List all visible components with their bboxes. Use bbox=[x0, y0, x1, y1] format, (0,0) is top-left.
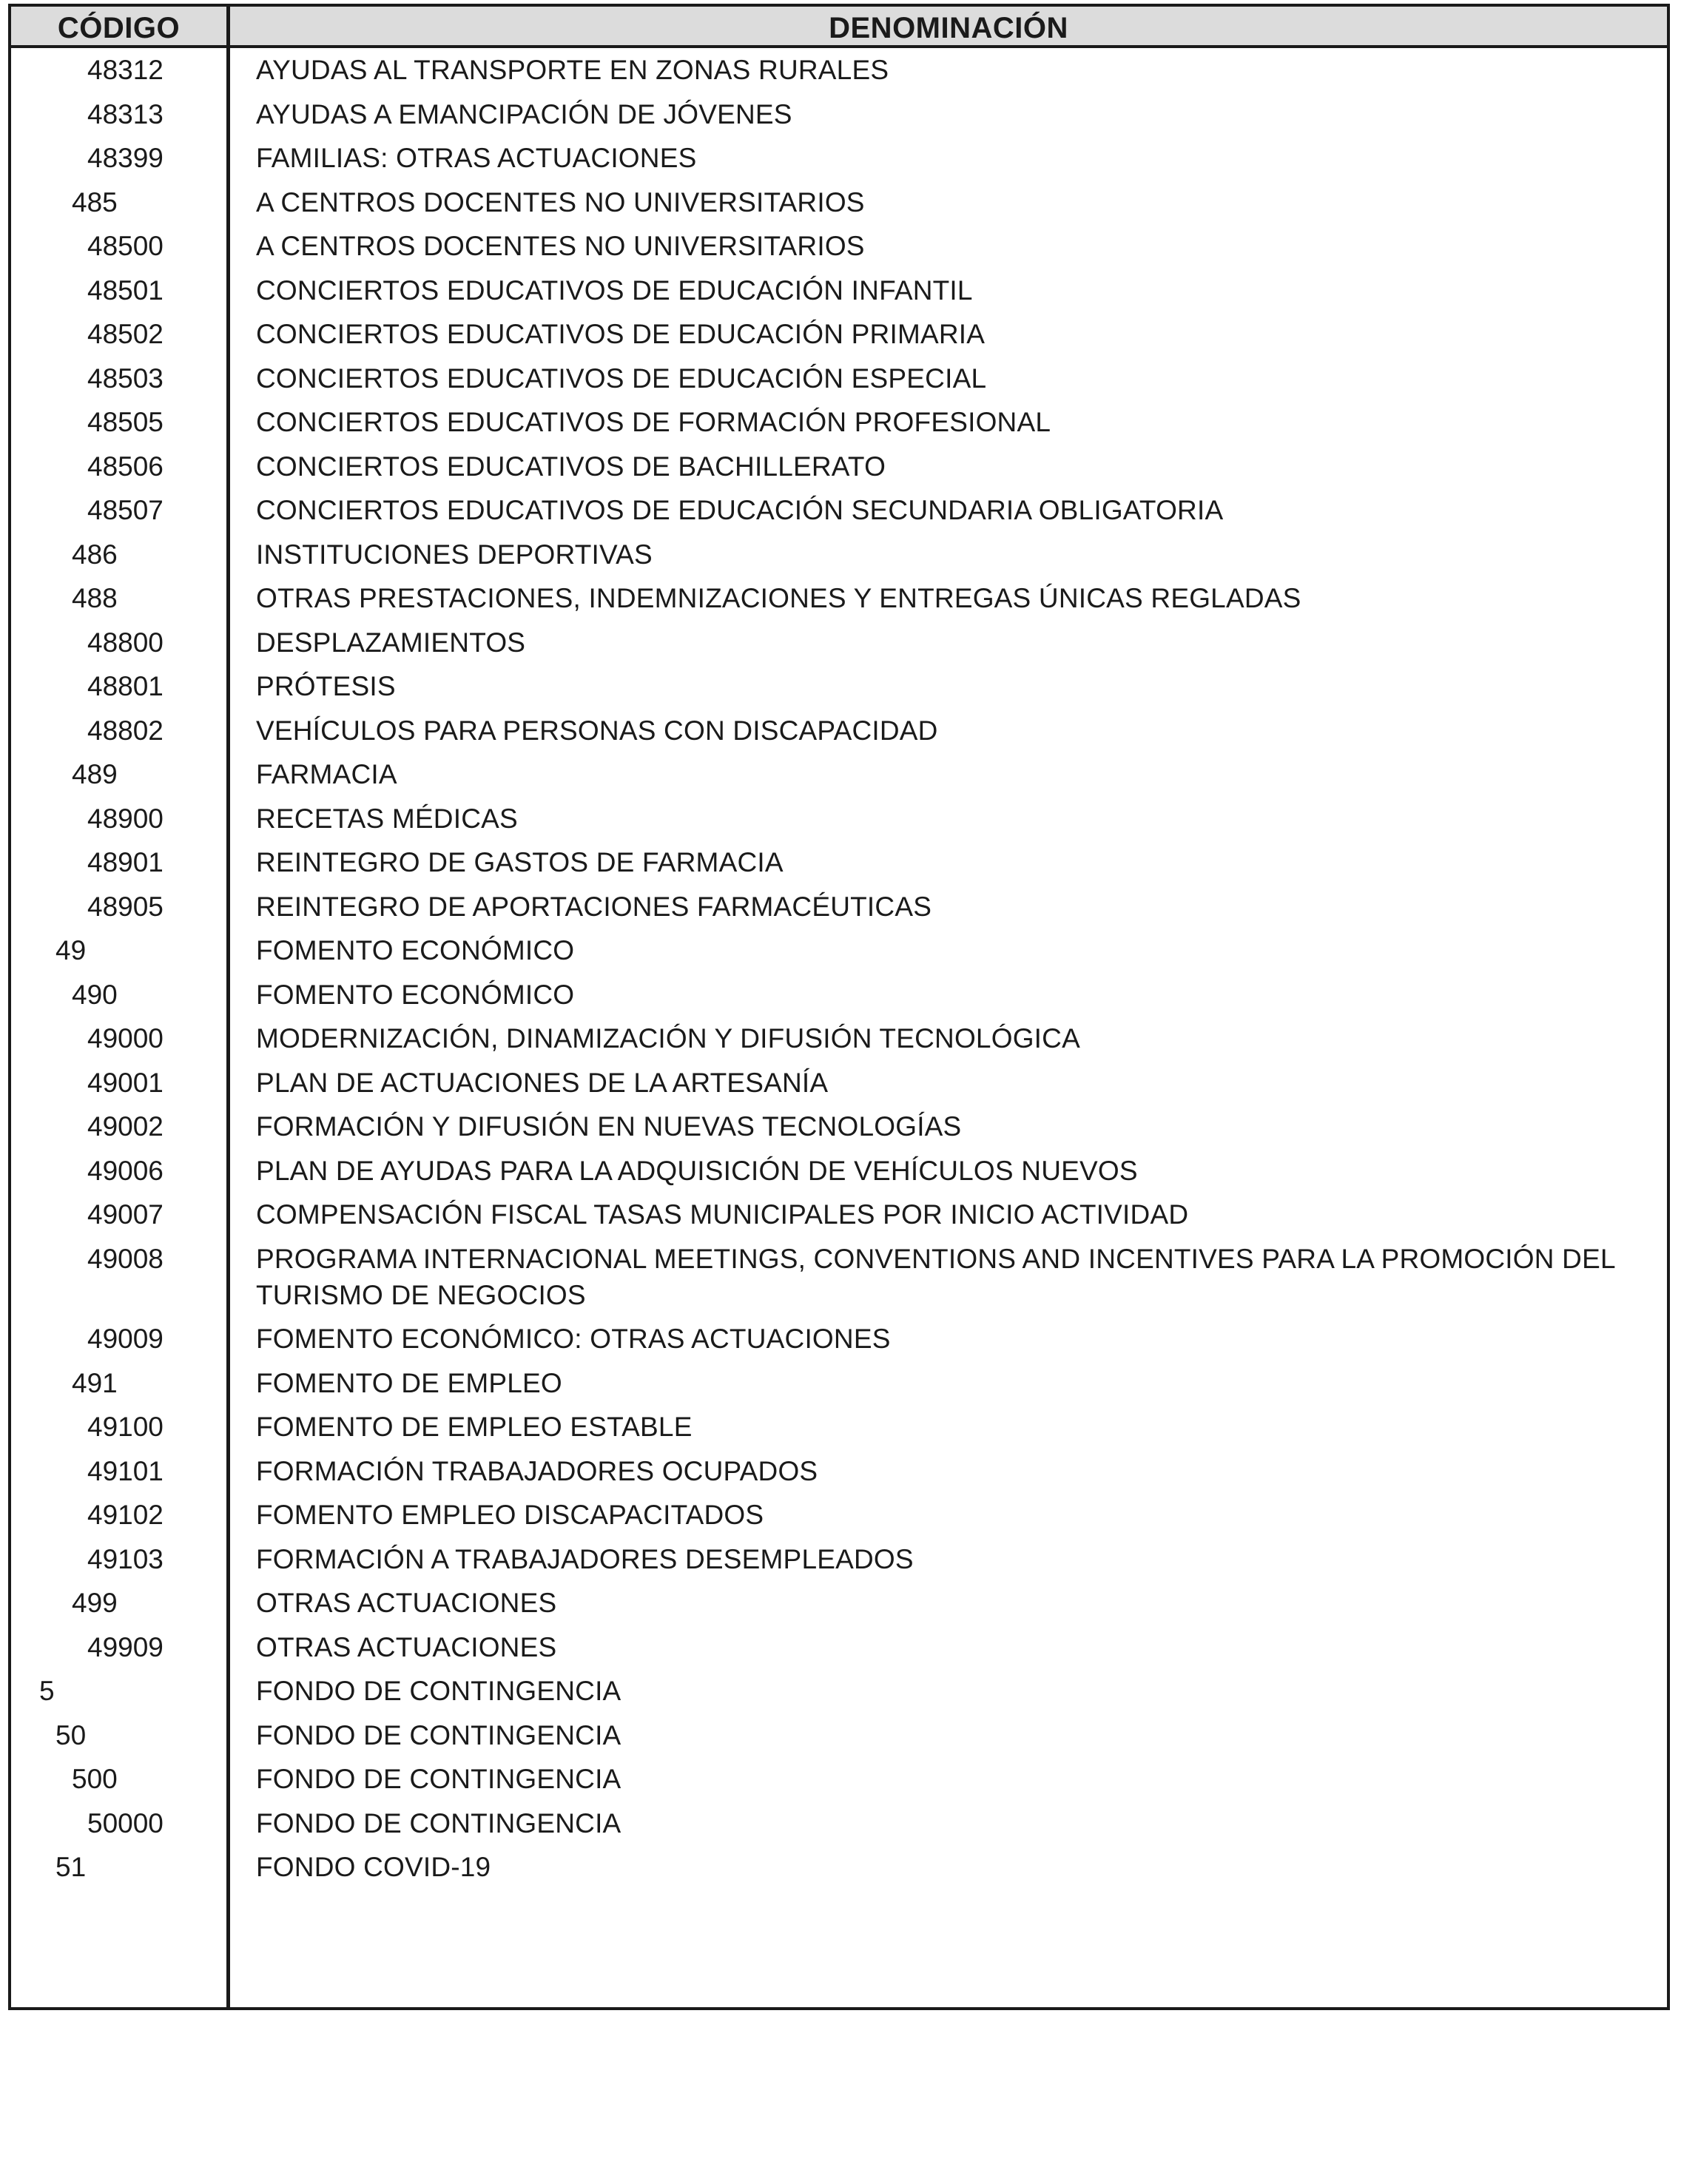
row-denominacion: CONCIERTOS EDUCATIVOS DE FORMACIÓN PROFESIONAL bbox=[256, 407, 1051, 437]
row-code: 486 bbox=[72, 539, 118, 570]
row-code: 48507 bbox=[87, 495, 164, 525]
row-code: 489 bbox=[72, 759, 118, 789]
row-denominacion: FARMACIA bbox=[256, 759, 397, 789]
row-code: 48905 bbox=[87, 891, 164, 922]
row-code: 48399 bbox=[87, 143, 164, 173]
row-code: 49909 bbox=[87, 1631, 164, 1662]
table-body bbox=[11, 48, 1667, 1890]
row-code: 48502 bbox=[87, 319, 164, 349]
row-denominacion: FONDO DE CONTINGENCIA bbox=[256, 1764, 621, 1794]
row-denominacion: FONDO COVID-19 bbox=[256, 1852, 491, 1882]
row-denominacion: REINTEGRO DE GASTOS DE FARMACIA bbox=[256, 847, 784, 877]
table-row bbox=[11, 752, 1667, 797]
table-row bbox=[11, 1625, 1667, 1670]
row-denominacion: VEHÍCULOS PARA PERSONAS CON DISCAPACIDAD bbox=[256, 715, 938, 746]
table-row bbox=[11, 445, 1667, 489]
table-row bbox=[11, 1449, 1667, 1494]
table-row bbox=[11, 1317, 1667, 1361]
row-code: 50000 bbox=[87, 1807, 164, 1838]
row-denominacion: FOMENTO ECONÓMICO: OTRAS ACTUACIONES bbox=[256, 1324, 891, 1354]
table-row bbox=[11, 1537, 1667, 1582]
row-denominacion: FONDO DE CONTINGENCIA bbox=[256, 1719, 621, 1750]
row-code: 49008 bbox=[87, 1243, 164, 1274]
header-codigo: CÓDIGO bbox=[57, 12, 181, 44]
table-row bbox=[11, 709, 1667, 753]
table-row bbox=[11, 1713, 1667, 1758]
row-denominacion: CONCIERTOS EDUCATIVOS DE EDUCACIÓN SECUNDARIA OBLIGATORIA bbox=[256, 495, 1224, 525]
table-row bbox=[11, 400, 1667, 445]
row-denominacion: PLAN DE AYUDAS PARA LA ADQUISICIÓN DE VEHÍCULOS NUEVOS bbox=[256, 1155, 1138, 1186]
row-denominacion: RECETAS MÉDICAS bbox=[256, 803, 518, 834]
row-denominacion: MODERNIZACIÓN, DINAMIZACIÓN Y DIFUSIÓN TECNOLÓGICA bbox=[256, 1023, 1080, 1054]
row-denominacion: REINTEGRO DE APORTACIONES FARMACÉUTICAS bbox=[256, 891, 932, 922]
table-row bbox=[11, 1405, 1667, 1449]
table-row bbox=[11, 1845, 1667, 1890]
table-row bbox=[11, 621, 1667, 665]
table-row bbox=[11, 840, 1667, 885]
row-code: 488 bbox=[72, 583, 118, 613]
table-row bbox=[11, 533, 1667, 577]
row-denominacion: FOMENTO DE EMPLEO ESTABLE bbox=[256, 1412, 693, 1442]
row-denominacion: DESPLAZAMIENTOS bbox=[256, 627, 526, 658]
row-code: 49103 bbox=[87, 1543, 164, 1574]
table-row bbox=[11, 1149, 1667, 1193]
row-code: 49000 bbox=[87, 1023, 164, 1054]
table-row bbox=[11, 973, 1667, 1017]
row-code: 48801 bbox=[87, 671, 164, 701]
table-row bbox=[11, 92, 1667, 137]
row-code: 48503 bbox=[87, 363, 164, 394]
table-row bbox=[11, 1361, 1667, 1406]
table-row bbox=[11, 1061, 1667, 1105]
row-denominacion: FORMACIÓN Y DIFUSIÓN EN NUEVAS TECNOLOGÍAS bbox=[256, 1111, 962, 1142]
row-code: 491 bbox=[72, 1367, 118, 1398]
table-row bbox=[11, 48, 1667, 92]
row-code: 48900 bbox=[87, 803, 164, 834]
table-row bbox=[11, 576, 1667, 621]
table-row bbox=[11, 664, 1667, 709]
table-row bbox=[11, 928, 1667, 973]
row-denominacion: CONCIERTOS EDUCATIVOS DE EDUCACIÓN INFANTIL bbox=[256, 274, 973, 306]
row-code: 48506 bbox=[87, 451, 164, 482]
row-denominacion: OTRAS ACTUACIONES bbox=[256, 1631, 557, 1662]
row-code: 49009 bbox=[87, 1324, 164, 1354]
row-denominacion: CONCIERTOS EDUCATIVOS DE BACHILLERATO bbox=[256, 451, 886, 482]
row-code: 485 bbox=[72, 186, 118, 218]
row-code: 49 bbox=[55, 935, 87, 965]
row-code: 500 bbox=[72, 1764, 118, 1794]
row-code: 48901 bbox=[87, 847, 164, 877]
row-denominacion: AYUDAS A EMANCIPACIÓN DE JÓVENES bbox=[256, 98, 792, 129]
row-denominacion: COMPENSACIÓN FISCAL TASAS MUNICIPALES POR INICIO ACTIVIDAD bbox=[256, 1199, 1189, 1230]
table-row bbox=[11, 1493, 1667, 1537]
table-row bbox=[11, 312, 1667, 357]
table-row bbox=[11, 1581, 1667, 1625]
row-denominacion: A CENTROS DOCENTES NO UNIVERSITARIOS bbox=[256, 231, 865, 261]
row-code: 49100 bbox=[87, 1412, 164, 1442]
row-denominacion: AYUDAS AL TRANSPORTE EN ZONAS RURALES bbox=[256, 55, 889, 85]
row-code: 49002 bbox=[87, 1111, 164, 1142]
row-code: 48312 bbox=[87, 55, 164, 85]
row-code: 48500 bbox=[87, 231, 164, 261]
table-header bbox=[11, 7, 1667, 48]
row-denominacion: INSTITUCIONES DEPORTIVAS bbox=[256, 539, 653, 570]
row-code: 50 bbox=[55, 1719, 87, 1750]
table-row bbox=[11, 1669, 1667, 1713]
budget-code-table bbox=[8, 4, 1670, 2010]
row-code: 49001 bbox=[87, 1067, 164, 1098]
row-denominacion: A CENTROS DOCENTES NO UNIVERSITARIOS bbox=[256, 186, 865, 218]
row-denominacion: FOMENTO EMPLEO DISCAPACITADOS bbox=[256, 1500, 764, 1530]
row-code: 49101 bbox=[87, 1455, 164, 1486]
table-row bbox=[11, 1105, 1667, 1149]
table-row bbox=[11, 181, 1667, 225]
row-denominacion: FORMACIÓN TRABAJADORES OCUPADOS bbox=[256, 1455, 818, 1486]
row-code: 499 bbox=[72, 1588, 118, 1618]
row-code: 490 bbox=[72, 979, 118, 1010]
row-denominacion: FONDO DE CONTINGENCIA bbox=[256, 1676, 621, 1706]
row-code: 48802 bbox=[87, 715, 164, 746]
row-denominacion: PLAN DE ACTUACIONES DE LA ARTESANÍA bbox=[256, 1067, 829, 1098]
table-row bbox=[11, 224, 1667, 269]
table-row bbox=[11, 1757, 1667, 1802]
row-code: 51 bbox=[55, 1852, 87, 1882]
table-row bbox=[11, 797, 1667, 841]
table-row bbox=[11, 1017, 1667, 1061]
row-denominacion: OTRAS ACTUACIONES bbox=[256, 1588, 557, 1618]
row-denominacion: PROGRAMA INTERNACIONAL MEETINGS, CONVENTIONS AND INCENTIVES PARA LA PROMOCIÓN DEL TURISMO DE NEGOCIOS bbox=[256, 1243, 1615, 1310]
row-code: 49006 bbox=[87, 1155, 164, 1186]
row-code: 48313 bbox=[87, 98, 164, 129]
row-code: 48501 bbox=[87, 274, 164, 306]
row-denominacion: FOMENTO DE EMPLEO bbox=[256, 1367, 562, 1398]
row-code: 48800 bbox=[87, 627, 164, 658]
row-denominacion: FOMENTO ECONÓMICO bbox=[256, 979, 575, 1010]
row-denominacion: FONDO DE CONTINGENCIA bbox=[256, 1807, 621, 1838]
table-row bbox=[11, 488, 1667, 533]
row-denominacion: FORMACIÓN A TRABAJADORES DESEMPLEADOS bbox=[256, 1543, 914, 1574]
table-row bbox=[11, 269, 1667, 313]
row-code: 49007 bbox=[87, 1199, 164, 1230]
row-denominacion: FAMILIAS: OTRAS ACTUACIONES bbox=[256, 143, 697, 173]
table-row bbox=[11, 357, 1667, 401]
table-row bbox=[11, 1193, 1667, 1237]
table-row bbox=[11, 1802, 1667, 1846]
header-denominacion: DENOMINACIÓN bbox=[829, 12, 1068, 44]
row-denominacion: CONCIERTOS EDUCATIVOS DE EDUCACIÓN PRIMARIA bbox=[256, 319, 986, 349]
row-denominacion: FOMENTO ECONÓMICO bbox=[256, 935, 575, 965]
row-denominacion: PRÓTESIS bbox=[256, 671, 396, 701]
row-code: 5 bbox=[39, 1676, 55, 1706]
row-code: 49102 bbox=[87, 1500, 164, 1530]
table-row bbox=[11, 1237, 1667, 1318]
row-denominacion: OTRAS PRESTACIONES, INDEMNIZACIONES Y ENTREGAS ÚNICAS REGLADAS bbox=[256, 583, 1301, 613]
row-code: 48505 bbox=[87, 407, 164, 437]
table-row bbox=[11, 136, 1667, 181]
table-row bbox=[11, 885, 1667, 929]
row-denominacion: CONCIERTOS EDUCATIVOS DE EDUCACIÓN ESPECIAL bbox=[256, 363, 987, 394]
